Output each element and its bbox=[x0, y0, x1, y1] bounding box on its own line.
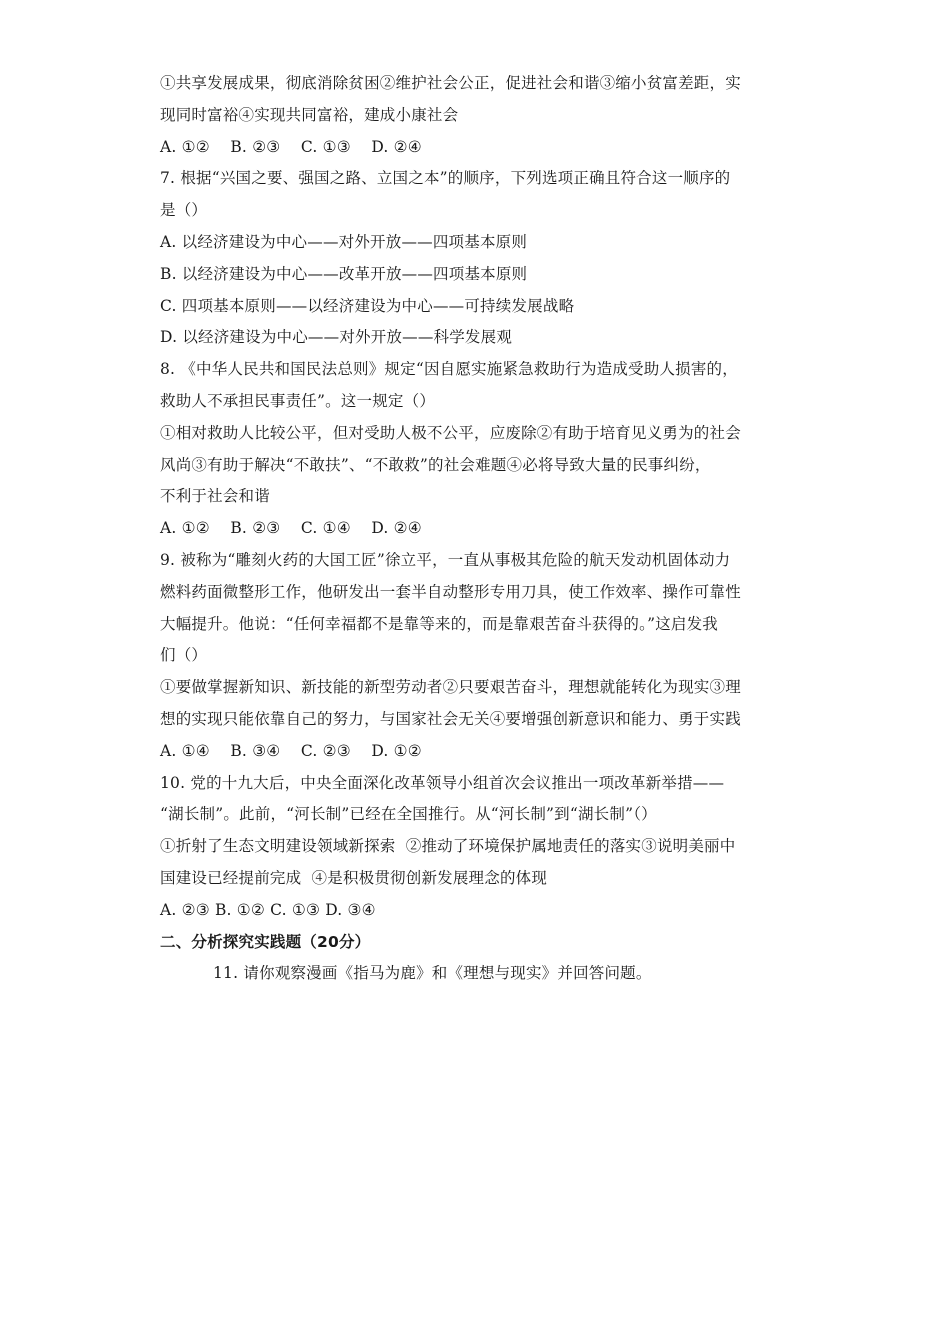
q7-choice-b: B. 以经济建设为中心——改革开放——四项基本原则 bbox=[160, 264, 528, 283]
q9-stem-line-1: 9. 被称为“雕刻火药的大国工匠”徐立平，一直从事极其危险的航天发动机固体动力 bbox=[160, 550, 731, 569]
q8-options-line-3: 不利于社会和谐 bbox=[160, 487, 270, 506]
q7-stem-line-1: 7. 根据“兴国之要、强国之路、立国之本”的顺序，下列选项正确且符合这一顺序的 bbox=[160, 169, 731, 188]
q8-options-line-2: 风尚③有助于解决“不敢扶”、“不敢救”的社会难题④必将导致大量的民事纠纷， bbox=[160, 455, 711, 474]
section-heading: 二、分析探究实践题（20分） bbox=[160, 932, 371, 951]
q10-stem-line-2: “湖长制”。此前，“河长制”已经在全国推行。从“河长制”到“湖长制”（） bbox=[160, 805, 657, 824]
q7-stem-line-2: 是（） bbox=[160, 201, 208, 220]
q7-choice-d: D. 以经济建设为中心——对外开放——科学发展观 bbox=[160, 328, 513, 347]
q8-options-line-1: ①相对救助人比较公平，但对受助人极不公平，应废除②有助于培育见义勇为的社会 bbox=[160, 423, 741, 442]
q10-choices: A. ②③ B. ①② C. ①③ D. ③④ bbox=[160, 900, 376, 919]
q10-stem-line-1: 10. 党的十九大后，中央全面深化改革领导小组首次会议推出一项改革新举措—— bbox=[160, 773, 725, 792]
document-page bbox=[160, 68, 790, 990]
q8-stem-line-2: 救助人不承担民事责任”。这一规定（） bbox=[160, 391, 436, 410]
q9-stem-line-2: 燃料药面微整形工作，他研发出一套半自动整形专用刀具，使工作效率、操作可靠性 bbox=[160, 582, 741, 601]
q11-stem: 11. 请你观察漫画《指马为鹿》和《理想与现实》并回答问题。 bbox=[213, 964, 652, 983]
q6-options-line-1: ①共享发展成果，彻底消除贫困②维护社会公正，促进社会和谐③缩小贫富差距，实 bbox=[160, 74, 741, 92]
q7-choice-c: C. 四项基本原则——以经济建设为中心——可持续发展战略 bbox=[160, 296, 575, 315]
q6-options-line-2: 现同时富裕④实现共同富裕，建成小康社会 bbox=[160, 105, 459, 124]
q10-options-line-2: 国建设已经提前完成 ④是积极贯彻创新发展理念的体现 bbox=[160, 868, 548, 887]
q6-choices: A. ①② B. ②③ C. ①③ D. ②④ bbox=[160, 137, 422, 156]
q7-choice-a: A. 以经济建设为中心——对外开放——四项基本原则 bbox=[160, 232, 528, 251]
q8-stem-line-1: 8. 《中华人民共和国民法总则》规定“因自愿实施紧急救助行为造成受助人损害的， bbox=[160, 360, 738, 379]
q10-options-line-1: ①折射了生态文明建设领域新探索 ②推动了环境保护属地责任的落实③说明美丽中 bbox=[160, 837, 736, 856]
q9-options-line-2: 想的实现只能依靠自己的努力，与国家社会无关④要增强创新意识和能力、勇于实践 bbox=[160, 709, 741, 728]
q9-stem-line-4: 们（） bbox=[160, 646, 208, 665]
q9-options-line-1: ①要做掌握新知识、新技能的新型劳动者②只要艰苦奋斗，理想就能转化为现实③理 bbox=[160, 678, 741, 697]
q9-stem-line-3: 大幅提升。他说：“任何幸福都不是靠等来的，而是靠艰苦奋斗获得的。”这启发我 bbox=[160, 614, 719, 633]
q8-choices: A. ①② B. ②③ C. ①④ D. ②④ bbox=[160, 519, 422, 538]
q9-choices: A. ①④ B. ③④ C. ②③ D. ①② bbox=[160, 741, 422, 760]
